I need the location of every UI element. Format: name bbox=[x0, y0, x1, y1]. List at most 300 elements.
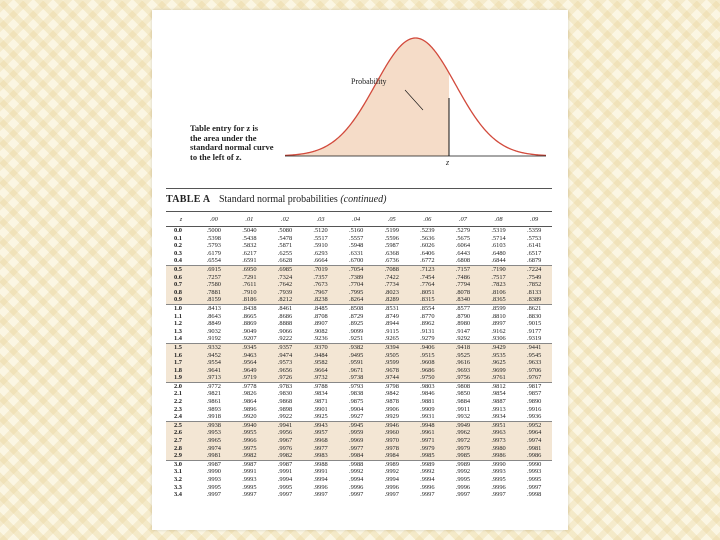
table-row bbox=[166, 421, 552, 429]
z-axis-label: z bbox=[446, 158, 450, 167]
table-row bbox=[166, 235, 552, 243]
probability-cell: .9625 bbox=[481, 359, 517, 367]
probability-cell: .5948 bbox=[348, 242, 364, 250]
normal-curve-figure bbox=[283, 20, 548, 172]
probability-cell: .5199 bbox=[384, 227, 399, 234]
probability-cell: .7157 bbox=[445, 265, 481, 273]
table-title-text: Standard normal probabilities bbox=[218, 194, 338, 205]
probability-cell: .9750 bbox=[410, 374, 446, 382]
probability-cell: .9279 bbox=[410, 335, 446, 343]
probability-cell: .9979 bbox=[410, 445, 446, 453]
z-value-cell: 3.3 bbox=[174, 483, 182, 491]
probability-cell: .9984 bbox=[338, 452, 374, 460]
probability-cell: .5359 bbox=[526, 227, 542, 234]
probability-cell: .9996 bbox=[491, 483, 506, 491]
probability-cell: .5714 bbox=[491, 234, 506, 242]
probability-cell: .9909 bbox=[420, 405, 435, 413]
probability-cell: .5279 bbox=[455, 227, 471, 234]
probability-cell: .9991 bbox=[277, 468, 293, 476]
probability-cell: .8925 bbox=[348, 320, 364, 328]
probability-cell: .9970 bbox=[374, 437, 410, 445]
probability-cell: .9994 bbox=[348, 476, 364, 483]
probability-cell: .9793 bbox=[348, 382, 364, 390]
column-header: .02 bbox=[267, 214, 303, 227]
z-value-cell: 0.8 bbox=[166, 289, 196, 297]
probability-cell: .9994 bbox=[277, 476, 293, 483]
z-value-cell: 0.6 bbox=[166, 274, 196, 282]
probability-cell: .9744 bbox=[374, 374, 410, 382]
probability-cell: .6879 bbox=[516, 257, 552, 265]
table-row bbox=[166, 476, 552, 484]
probability-cell: .9960 bbox=[374, 429, 410, 437]
probability-cell: .9767 bbox=[516, 374, 552, 382]
probability-cell: .7324 bbox=[267, 274, 303, 282]
table-row bbox=[166, 429, 552, 437]
probability-cell: .9332 bbox=[196, 343, 232, 351]
probability-cell: .8790 bbox=[455, 312, 471, 320]
probability-cell: .9934 bbox=[481, 413, 517, 421]
probability-cell: .9991 bbox=[242, 468, 257, 476]
probability-cell: .9292 bbox=[445, 335, 481, 343]
table-row bbox=[166, 452, 552, 460]
probability-cell: .9990 bbox=[206, 468, 221, 476]
probability-cell: .6736 bbox=[374, 257, 410, 265]
probability-cell: .9997 bbox=[313, 491, 328, 499]
probability-cell: .7734 bbox=[374, 281, 410, 289]
probability-cell: .8849 bbox=[206, 320, 221, 328]
table-row bbox=[166, 281, 552, 289]
probability-cell: .9992 bbox=[455, 468, 471, 476]
probability-cell: .9545 bbox=[516, 352, 552, 360]
probability-cell: .9599 bbox=[374, 359, 410, 367]
probability-cell: .9989 bbox=[455, 460, 471, 468]
probability-cell: .6700 bbox=[338, 257, 374, 265]
probability-cell: .9207 bbox=[232, 335, 268, 343]
probability-cell: .9998 bbox=[526, 491, 542, 499]
probability-cell: .9981 bbox=[196, 452, 232, 460]
probability-cell: .8770 bbox=[420, 312, 435, 320]
probability-cell: .9177 bbox=[526, 327, 542, 335]
probability-cell: .9986 bbox=[516, 452, 552, 460]
z-value-cell: 2.3 bbox=[174, 405, 182, 413]
probability-cell: .5319 bbox=[491, 227, 506, 234]
probability-cell: .6141 bbox=[526, 242, 542, 250]
probability-cell: .5438 bbox=[242, 234, 257, 242]
probability-cell: .9812 bbox=[491, 382, 506, 390]
probability-cell: .6026 bbox=[420, 242, 435, 250]
probability-cell: .9948 bbox=[410, 421, 446, 429]
probability-cell: .8997 bbox=[491, 320, 506, 328]
probability-cell: .6591 bbox=[232, 257, 268, 265]
probability-cell: .8869 bbox=[242, 320, 257, 328]
probability-cell: .8365 bbox=[481, 296, 517, 304]
probability-cell: .9633 bbox=[516, 359, 552, 367]
probability-cell: .9995 bbox=[491, 476, 506, 483]
z-value-cell: 0.4 bbox=[166, 257, 196, 265]
z-value-cell: 2.1 bbox=[174, 390, 182, 398]
probability-cell: .9719 bbox=[232, 374, 268, 382]
probability-cell: .9951 bbox=[481, 421, 517, 429]
z-value-cell: 0.3 bbox=[174, 249, 182, 257]
probability-cell: .5636 bbox=[420, 234, 435, 242]
probability-cell: .9997 bbox=[206, 491, 221, 499]
probability-cell: .7123 bbox=[410, 265, 446, 273]
probability-cell: .9988 bbox=[313, 460, 328, 468]
probability-cell: .9973 bbox=[481, 437, 517, 445]
probability-cell: .9898 bbox=[277, 405, 293, 413]
probability-cell: .9306 bbox=[481, 335, 517, 343]
z-value-cell: 2.4 bbox=[166, 413, 196, 421]
probability-cell: .9988 bbox=[348, 460, 364, 468]
caption-line: to the left of z. bbox=[190, 151, 242, 162]
probability-cell: .9406 bbox=[410, 343, 446, 351]
probability-cell: .9706 bbox=[516, 367, 552, 375]
table-row bbox=[166, 413, 552, 421]
z-value-cell: 1.7 bbox=[166, 359, 196, 367]
column-header: .08 bbox=[481, 214, 517, 227]
z-value-cell: 1.5 bbox=[166, 343, 196, 351]
z-value-cell: 2.5 bbox=[166, 421, 196, 429]
probability-cell: .8461 bbox=[277, 304, 293, 312]
probability-cell: .9997 bbox=[491, 491, 506, 499]
probability-cell: .9641 bbox=[196, 367, 232, 375]
probability-cell: .9932 bbox=[445, 413, 481, 421]
probability-cell: .7454 bbox=[410, 274, 446, 282]
probability-cell: .9995 bbox=[526, 476, 542, 483]
probability-cell: .7486 bbox=[445, 274, 481, 282]
probability-cell: .9564 bbox=[232, 359, 268, 367]
probability-cell: .7019 bbox=[303, 265, 339, 273]
probability-cell: .8389 bbox=[516, 296, 552, 304]
probability-cell: .5040 bbox=[242, 227, 257, 234]
z-column-header: z bbox=[166, 214, 196, 227]
probability-cell: .9987 bbox=[277, 460, 293, 468]
table-row bbox=[166, 320, 552, 328]
probability-cell: .9834 bbox=[313, 390, 328, 398]
probability-cell: .9964 bbox=[516, 429, 552, 437]
probability-cell: .5871 bbox=[277, 242, 293, 250]
table-row bbox=[166, 274, 552, 282]
probability-cell: .7088 bbox=[374, 265, 410, 273]
probability-cell: .9982 bbox=[267, 452, 303, 460]
z-value-cell: 2.7 bbox=[166, 437, 196, 445]
probability-label: Probability bbox=[351, 77, 387, 86]
probability-cell: .9896 bbox=[242, 405, 257, 413]
probability-cell: .9484 bbox=[303, 352, 339, 360]
probability-cell: .9192 bbox=[196, 335, 232, 343]
probability-cell: .8023 bbox=[374, 289, 410, 297]
caption-line: the area under the bbox=[190, 132, 257, 143]
probability-cell: .9931 bbox=[410, 413, 446, 421]
probability-cell: .9941 bbox=[267, 421, 303, 429]
probability-cell: .9726 bbox=[267, 374, 303, 382]
probability-cell: .9418 bbox=[445, 343, 481, 351]
probability-cell: .9967 bbox=[267, 437, 303, 445]
probability-cell: .9394 bbox=[374, 343, 410, 351]
probability-cell: .9916 bbox=[526, 405, 542, 413]
probability-cell: .6950 bbox=[232, 265, 268, 273]
probability-cell: .9738 bbox=[338, 374, 374, 382]
probability-cell: .9993 bbox=[526, 468, 542, 476]
probability-cell: .9474 bbox=[267, 352, 303, 360]
probability-cell: .9015 bbox=[526, 320, 542, 328]
probability-cell: .6554 bbox=[196, 257, 232, 265]
probability-cell: .6985 bbox=[267, 265, 303, 273]
probability-cell: .9616 bbox=[445, 359, 481, 367]
probability-cell: .9974 bbox=[196, 445, 232, 453]
probability-cell: .9826 bbox=[242, 390, 257, 398]
probability-cell: .9838 bbox=[348, 390, 364, 398]
probability-cell: .8665 bbox=[242, 312, 257, 320]
probability-cell: .5000 bbox=[206, 227, 221, 234]
probability-cell: .9985 bbox=[445, 452, 481, 460]
probability-cell: .9066 bbox=[277, 327, 293, 335]
probability-cell: .5596 bbox=[384, 234, 399, 242]
probability-cell: .9573 bbox=[267, 359, 303, 367]
probability-cell: .9871 bbox=[313, 398, 328, 406]
table-row bbox=[166, 250, 552, 258]
table-row bbox=[166, 390, 552, 398]
probability-cell: .9656 bbox=[267, 367, 303, 375]
probability-cell: .9441 bbox=[516, 343, 552, 351]
table-row bbox=[166, 328, 552, 336]
table-row bbox=[166, 460, 552, 468]
probability-cell: .7257 bbox=[196, 274, 232, 282]
probability-cell: .6517 bbox=[526, 249, 542, 257]
probability-cell: .8289 bbox=[374, 296, 410, 304]
probability-cell: .9995 bbox=[277, 483, 293, 491]
probability-cell: .7389 bbox=[338, 274, 374, 282]
probability-cell: .7517 bbox=[481, 274, 517, 282]
probability-cell: .9992 bbox=[384, 468, 399, 476]
probability-cell: .9936 bbox=[516, 413, 552, 421]
probability-cell: .9997 bbox=[526, 483, 542, 491]
probability-cell: .9854 bbox=[491, 390, 506, 398]
probability-cell: .8438 bbox=[242, 304, 257, 312]
probability-cell: .9147 bbox=[455, 327, 471, 335]
probability-cell: .9979 bbox=[445, 445, 481, 453]
table-row bbox=[166, 227, 552, 235]
probability-cell: .8078 bbox=[445, 289, 481, 297]
probability-cell: .9901 bbox=[313, 405, 328, 413]
probability-cell: .8643 bbox=[206, 312, 221, 320]
probability-cell: .9842 bbox=[384, 390, 399, 398]
probability-cell: .9945 bbox=[338, 421, 374, 429]
probability-cell: .9994 bbox=[384, 476, 399, 483]
probability-cell: .9996 bbox=[348, 483, 364, 491]
probability-cell: .9987 bbox=[206, 460, 221, 468]
probability-cell: .9756 bbox=[445, 374, 481, 382]
probability-cell: .9370 bbox=[303, 343, 339, 351]
probability-cell: .7580 bbox=[196, 281, 232, 289]
probability-cell: .6217 bbox=[242, 249, 257, 257]
probability-cell: .9875 bbox=[348, 398, 364, 406]
probability-cell: .5120 bbox=[313, 227, 328, 234]
probability-cell: .9251 bbox=[338, 335, 374, 343]
probability-cell: .9890 bbox=[526, 398, 542, 406]
probability-cell: .9788 bbox=[313, 382, 328, 390]
probability-cell: .9887 bbox=[491, 398, 506, 406]
probability-cell: .9913 bbox=[491, 405, 506, 413]
probability-cell: .9686 bbox=[410, 367, 446, 375]
probability-cell: .8729 bbox=[348, 312, 364, 320]
probability-cell: .9904 bbox=[348, 405, 364, 413]
probability-cell: .7967 bbox=[303, 289, 339, 297]
probability-cell: .9997 bbox=[348, 491, 364, 499]
probability-cell: .9664 bbox=[303, 367, 339, 375]
probability-cell: .9162 bbox=[491, 327, 506, 335]
probability-cell: .7823 bbox=[481, 281, 517, 289]
z-value-cell: 0.7 bbox=[166, 281, 196, 289]
probability-cell: .7794 bbox=[445, 281, 481, 289]
probability-cell: .9821 bbox=[206, 390, 221, 398]
probability-cell: .8810 bbox=[491, 312, 506, 320]
probability-cell: .9319 bbox=[516, 335, 552, 343]
table-row bbox=[166, 437, 552, 445]
probability-cell: .9955 bbox=[232, 429, 268, 437]
probability-cell: .9959 bbox=[338, 429, 374, 437]
z-value-cell: 1.3 bbox=[174, 327, 182, 335]
probability-cell: .9965 bbox=[196, 437, 232, 445]
probability-cell: .8708 bbox=[313, 312, 328, 320]
probability-cell: .9997 bbox=[384, 491, 399, 499]
probability-cell: .9996 bbox=[420, 483, 435, 491]
probability-cell: .8106 bbox=[481, 289, 517, 297]
probability-cell: .9671 bbox=[338, 367, 374, 375]
probability-cell: .9099 bbox=[348, 327, 364, 335]
probability-cell: .9761 bbox=[481, 374, 517, 382]
probability-cell: .9995 bbox=[206, 483, 221, 491]
probability-cell: .9893 bbox=[206, 405, 221, 413]
probability-cell: .9961 bbox=[410, 429, 446, 437]
table-entry-caption bbox=[190, 124, 290, 162]
probability-cell: .9962 bbox=[445, 429, 481, 437]
probability-cell: .6664 bbox=[303, 257, 339, 265]
probability-cell: .9803 bbox=[420, 382, 435, 390]
probability-cell: .9952 bbox=[516, 421, 552, 429]
probability-cell: .9857 bbox=[526, 390, 542, 398]
probability-cell: .6406 bbox=[420, 249, 435, 257]
standard-normal-table bbox=[166, 214, 552, 499]
probability-cell: .9994 bbox=[313, 476, 328, 483]
probability-cell: .9978 bbox=[374, 445, 410, 453]
z-value-cell: 0.0 bbox=[174, 227, 182, 234]
probability-cell: .5832 bbox=[242, 242, 257, 250]
probability-cell: .9997 bbox=[277, 491, 293, 499]
probability-cell: .6179 bbox=[206, 249, 221, 257]
probability-cell: .5793 bbox=[206, 242, 221, 250]
probability-cell: .6808 bbox=[445, 257, 481, 265]
probability-cell: .9940 bbox=[232, 421, 268, 429]
probability-cell: .9884 bbox=[455, 398, 471, 406]
table-row bbox=[166, 491, 552, 499]
probability-cell: .7995 bbox=[338, 289, 374, 297]
probability-cell: .9222 bbox=[267, 335, 303, 343]
probability-cell: .9929 bbox=[374, 413, 410, 421]
probability-cell: .9115 bbox=[384, 327, 399, 335]
column-header: .05 bbox=[374, 214, 410, 227]
probability-cell: .9878 bbox=[384, 398, 399, 406]
probability-cell: .9608 bbox=[410, 359, 446, 367]
table-title bbox=[166, 188, 552, 212]
probability-cell: .8749 bbox=[384, 312, 399, 320]
probability-cell: .8159 bbox=[196, 296, 232, 304]
probability-cell: .9989 bbox=[384, 460, 399, 468]
probability-cell: .8212 bbox=[267, 296, 303, 304]
probability-cell: .9357 bbox=[267, 343, 303, 351]
table-title-suffix: (continued) bbox=[340, 194, 387, 205]
probability-cell: .9699 bbox=[481, 367, 517, 375]
z-value-cell: 0.5 bbox=[166, 265, 196, 273]
probability-cell: .5910 bbox=[313, 242, 328, 250]
table-row bbox=[166, 359, 552, 367]
probability-cell: .9535 bbox=[481, 352, 517, 360]
probability-cell: .9783 bbox=[277, 382, 293, 390]
probability-cell: .7549 bbox=[516, 274, 552, 282]
probability-cell: .9946 bbox=[374, 421, 410, 429]
probability-cell: .9922 bbox=[267, 413, 303, 421]
probability-cell: .9968 bbox=[303, 437, 339, 445]
probability-cell: .9992 bbox=[420, 468, 435, 476]
z-value-cell: 3.0 bbox=[174, 460, 182, 468]
probability-cell: .9943 bbox=[303, 421, 339, 429]
probability-cell: .9956 bbox=[267, 429, 303, 437]
probability-cell: .9983 bbox=[303, 452, 339, 460]
probability-cell: .9994 bbox=[420, 476, 435, 483]
probability-cell: .6064 bbox=[455, 242, 471, 250]
probability-cell: .8599 bbox=[491, 304, 506, 312]
probability-cell: .5398 bbox=[206, 234, 221, 242]
probability-cell: .9452 bbox=[196, 352, 232, 360]
probability-cell: .7054 bbox=[338, 265, 374, 273]
probability-cell: .7939 bbox=[267, 289, 303, 297]
probability-cell: .9515 bbox=[410, 352, 446, 360]
probability-cell: .8485 bbox=[313, 304, 328, 312]
probability-cell: .8980 bbox=[455, 320, 471, 328]
probability-cell: .9554 bbox=[196, 359, 232, 367]
z-value-cell: 0.1 bbox=[174, 234, 182, 242]
probability-cell: .9918 bbox=[196, 413, 232, 421]
probability-cell: .9429 bbox=[481, 343, 517, 351]
probability-cell: .9927 bbox=[338, 413, 374, 421]
table-label: TABLE A bbox=[166, 194, 211, 205]
probability-cell: .6628 bbox=[267, 257, 303, 265]
column-header: .06 bbox=[410, 214, 446, 227]
shaded-area-region bbox=[285, 38, 449, 156]
probability-cell: .7357 bbox=[303, 274, 339, 282]
probability-cell: .5239 bbox=[420, 227, 435, 234]
probability-cell: .9881 bbox=[420, 398, 435, 406]
z-value-cell: 2.0 bbox=[174, 382, 182, 390]
z-value-cell: 1.4 bbox=[166, 335, 196, 343]
probability-cell: .9953 bbox=[196, 429, 232, 437]
z-value-cell: 3.2 bbox=[174, 476, 182, 483]
probability-cell: .5675 bbox=[455, 234, 471, 242]
table-row bbox=[166, 242, 552, 250]
probability-cell: .9345 bbox=[232, 343, 268, 351]
caption-line: Table entry for z is bbox=[190, 123, 258, 133]
z-value-cell: 0.9 bbox=[166, 296, 196, 304]
table-row bbox=[166, 398, 552, 406]
probability-cell: .6772 bbox=[410, 257, 446, 265]
probability-cell: .9925 bbox=[303, 413, 339, 421]
probability-cell: .9864 bbox=[242, 398, 257, 406]
probability-cell: .9976 bbox=[267, 445, 303, 453]
probability-cell: .9975 bbox=[232, 445, 268, 453]
probability-cell: .9949 bbox=[445, 421, 481, 429]
probability-cell: .5517 bbox=[313, 234, 328, 242]
table-body bbox=[166, 227, 552, 499]
